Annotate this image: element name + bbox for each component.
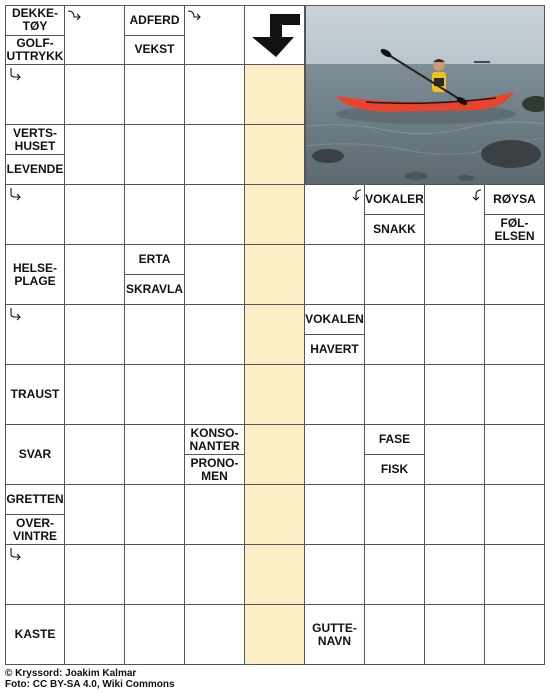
answer-cell[interactable] — [125, 425, 185, 485]
answer-cell[interactable] — [485, 425, 545, 485]
clue-vekst: VEKST — [134, 42, 175, 57]
answer-cell[interactable] — [65, 485, 125, 545]
clue-cell — [305, 305, 365, 365]
answer-cell[interactable] — [365, 545, 425, 605]
answer-cell[interactable] — [485, 545, 545, 605]
answer-cell[interactable] — [425, 365, 485, 425]
answer-cell[interactable] — [305, 245, 365, 305]
answer-cell[interactable] — [5, 65, 65, 125]
clue-cell — [5, 5, 65, 65]
answer-cell[interactable] — [425, 545, 485, 605]
clue-cell — [125, 245, 185, 305]
answer-cell[interactable] — [5, 185, 65, 245]
answer-cell[interactable] — [185, 125, 245, 185]
clue-vokalen: VOKALEN — [305, 305, 364, 335]
solution-cell[interactable] — [245, 245, 305, 305]
answer-cell[interactable] — [485, 245, 545, 305]
answer-cell[interactable] — [425, 425, 485, 485]
answer-cell[interactable] — [125, 545, 185, 605]
clue-cell — [125, 5, 185, 65]
answer-cell[interactable] — [65, 245, 125, 305]
clue-cell — [365, 425, 425, 485]
photo-kayaker-image — [306, 6, 545, 185]
answer-cell[interactable] — [485, 305, 545, 365]
answer-cell[interactable] — [185, 485, 245, 545]
clue-cell — [5, 485, 65, 545]
answer-cell[interactable] — [125, 305, 185, 365]
clue-over-vintre: OVER- VINTRE — [12, 515, 57, 543]
clue-cell — [485, 185, 545, 245]
answer-cell[interactable] — [425, 305, 485, 365]
answer-cell[interactable] — [305, 545, 365, 605]
clue-cell — [5, 125, 65, 185]
answer-cell[interactable] — [425, 185, 485, 245]
arrow-left-down-icon — [348, 188, 362, 202]
solution-column-arrow — [245, 5, 305, 65]
clue-roysa: RØYSA — [485, 185, 544, 215]
answer-cell[interactable] — [485, 365, 545, 425]
clue-konsonanter: KONSO- NANTER — [185, 425, 244, 455]
clue-svar: SVAR — [5, 425, 65, 485]
answer-cell[interactable] — [125, 485, 185, 545]
crossword-grid — [5, 5, 545, 665]
answer-cell[interactable] — [5, 545, 65, 605]
answer-cell[interactable] — [185, 605, 245, 665]
answer-cell[interactable] — [305, 425, 365, 485]
clue-fisk: FISK — [380, 462, 409, 476]
arrow-right-down-icon — [67, 9, 81, 23]
arrow-down-right-icon — [8, 67, 22, 81]
clue-dekke-toy: DEKKE- TØY — [6, 6, 64, 36]
clue-skravla: SKRAVLA — [125, 282, 184, 296]
clue-fol-elsen: FØL- ELSEN — [494, 215, 535, 243]
answer-cell[interactable] — [365, 305, 425, 365]
answer-cell[interactable] — [305, 365, 365, 425]
clue-golf-uttrykk: GOLF- UTTRYKK — [6, 35, 64, 63]
clue-traust: TRAUST — [5, 365, 65, 425]
arrow-left-down-icon — [468, 188, 482, 202]
answer-cell[interactable] — [485, 485, 545, 545]
clue-vokaler: VOKALER — [365, 185, 424, 215]
answer-cell[interactable] — [65, 545, 125, 605]
answer-cell[interactable] — [305, 185, 365, 245]
solution-cell[interactable] — [245, 605, 305, 665]
answer-cell[interactable] — [425, 485, 485, 545]
solution-cell[interactable] — [245, 425, 305, 485]
answer-cell[interactable] — [125, 125, 185, 185]
clue-cell — [365, 185, 425, 245]
clue-adferd: ADFERD — [125, 6, 184, 36]
answer-cell[interactable] — [65, 605, 125, 665]
clue-helse-plage: HELSE- PLAGE — [5, 245, 65, 305]
answer-cell[interactable] — [65, 5, 125, 65]
answer-cell[interactable] — [185, 65, 245, 125]
clue-kaste: KASTE — [5, 605, 65, 665]
answer-cell[interactable] — [365, 365, 425, 425]
credits — [5, 668, 175, 690]
solution-cell[interactable] — [245, 485, 305, 545]
clue-fase: FASE — [365, 425, 424, 455]
clue-levende: LEVENDE — [6, 162, 64, 176]
answer-cell[interactable] — [65, 305, 125, 365]
answer-cell[interactable] — [125, 185, 185, 245]
answer-cell[interactable] — [65, 425, 125, 485]
solution-cell[interactable] — [245, 365, 305, 425]
credit-photo: Foto: CC BY-SA 4.0, Wiki Commons — [5, 679, 175, 690]
clue-erta: ERTA — [125, 245, 184, 275]
answer-cell[interactable] — [65, 65, 125, 125]
answer-cell[interactable] — [185, 365, 245, 425]
answer-cell[interactable] — [125, 65, 185, 125]
answer-cell[interactable] — [365, 485, 425, 545]
clue-pronomen: PRONO- MEN — [190, 455, 239, 483]
arrow-down-right-icon — [8, 187, 22, 201]
answer-cell[interactable] — [125, 365, 185, 425]
solution-cell[interactable] — [245, 305, 305, 365]
answer-cell[interactable] — [185, 545, 245, 605]
clue-gretten: GRETTEN — [6, 485, 64, 515]
answer-cell[interactable] — [65, 185, 125, 245]
arrow-down-right-icon — [8, 307, 22, 321]
answer-cell[interactable] — [185, 5, 245, 65]
solution-cell[interactable] — [245, 545, 305, 605]
answer-cell[interactable] — [5, 305, 65, 365]
clue-guttenavn: GUTTE- NAVN — [305, 605, 365, 665]
kayak-photo — [305, 5, 545, 185]
answer-cell[interactable] — [485, 605, 545, 665]
credit-crossword: © Kryssord: Joakim Kalmar — [5, 668, 137, 679]
clue-havert: HAVERT — [310, 342, 359, 356]
answer-cell[interactable] — [365, 605, 425, 665]
answer-cell[interactable] — [185, 245, 245, 305]
arrow-right-down-icon — [187, 9, 201, 23]
solution-cell[interactable] — [245, 65, 305, 125]
clue-cell — [185, 425, 245, 485]
down-arrow-icon — [248, 11, 302, 59]
answer-cell[interactable] — [425, 245, 485, 305]
answer-cell[interactable] — [305, 485, 365, 545]
answer-cell[interactable] — [185, 305, 245, 365]
answer-cell[interactable] — [365, 245, 425, 305]
answer-cell[interactable] — [185, 185, 245, 245]
answer-cell[interactable] — [65, 365, 125, 425]
solution-cell[interactable] — [245, 185, 305, 245]
answer-cell[interactable] — [65, 125, 125, 185]
arrow-down-right-icon — [8, 547, 22, 561]
answer-cell[interactable] — [125, 605, 185, 665]
answer-cell[interactable] — [425, 605, 485, 665]
clue-snakk: SNAKK — [373, 222, 416, 236]
clue-verts-huset: VERTS- HUSET — [6, 125, 64, 155]
solution-cell[interactable] — [245, 125, 305, 185]
